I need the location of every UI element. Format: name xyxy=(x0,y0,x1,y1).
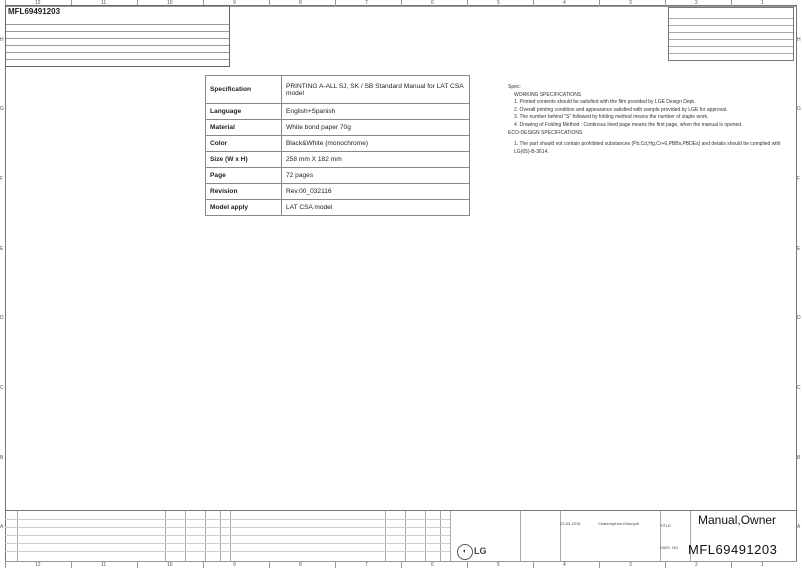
ruler-number: 11 xyxy=(101,0,107,6)
spec-row xyxy=(206,152,470,168)
eco-spec-list xyxy=(508,141,790,156)
notes-header: Spec: xyxy=(508,84,521,90)
dwg-no-label: DWG. NO xyxy=(660,545,678,550)
drawing-title: Manual,Owner xyxy=(698,513,777,527)
ruler-number: 1 xyxy=(761,0,764,6)
designer-name: Chalermphon Khamyai xyxy=(598,521,639,526)
ruler-number: 7 xyxy=(365,562,368,568)
spec-notes xyxy=(508,84,790,156)
spec-key: Specification xyxy=(206,76,282,104)
ruler-number: 10 xyxy=(167,562,173,568)
ruler-tick xyxy=(335,0,336,6)
spec-value: PRINTING A-ALL SJ, SK / SB Standard Manual for LAT CSA model xyxy=(282,76,470,104)
lg-logo-icon: ◐ xyxy=(457,544,473,560)
title-label: TITLE xyxy=(660,523,671,528)
ruler-number: 6 xyxy=(431,562,434,568)
spec-value: 258 mm X 182 mm xyxy=(282,152,470,168)
ruler-tick xyxy=(599,562,600,568)
ruler-tick xyxy=(731,0,732,6)
top-left-title-block xyxy=(5,5,230,67)
ruler-number: 4 xyxy=(563,0,566,6)
ruler-number: 12 xyxy=(35,0,41,6)
ruler-tick xyxy=(467,562,468,568)
spec-row xyxy=(206,104,470,120)
ruler-tick xyxy=(665,562,666,568)
ruler-tick xyxy=(533,0,534,6)
side-letter: D xyxy=(0,315,4,322)
ruler-number: 12 xyxy=(35,562,41,568)
ruler-tick xyxy=(137,562,138,568)
spec-value: Rev.00_032116 xyxy=(282,184,470,200)
drawing-code-top: MFL69491203 xyxy=(8,7,61,16)
ruler-number: 9 xyxy=(233,562,236,568)
ruler-tick xyxy=(533,562,534,568)
note-item: 2. Overall printing condition and appearance satisfied with sample provided by LGE for approval. xyxy=(514,106,728,113)
side-letter: H xyxy=(797,36,801,43)
ruler-tick xyxy=(71,562,72,568)
spec-key: Color xyxy=(206,136,282,152)
ruler-tick xyxy=(665,0,666,6)
side-letter: F xyxy=(797,176,801,183)
ruler-number: 4 xyxy=(563,562,566,568)
specification-table xyxy=(205,75,470,216)
ruler-number: 1 xyxy=(761,562,764,568)
ruler-number: 8 xyxy=(299,562,302,568)
spec-row xyxy=(206,184,470,200)
side-letter: C xyxy=(0,384,4,391)
ruler-number: 10 xyxy=(167,0,173,6)
side-letter: D xyxy=(797,315,801,322)
spec-value: White bond paper 70g xyxy=(282,120,470,136)
note-item: 1. The part should not contain prohibited substances (Pb,Cd,Hg,Cr+6,PBBs,PBDEs) and details should be complied with LG(65)-B-3614. xyxy=(514,141,781,155)
ruler-tick xyxy=(203,562,204,568)
note-item: 4. Drawing of Folding Method : Continous lined page means the first page, when the manual is opened. xyxy=(514,121,743,128)
side-letter: B xyxy=(0,454,4,461)
bottom-title-block xyxy=(5,510,797,561)
date-value: 22-03-2016 xyxy=(560,521,581,526)
note-item: 3. The number behind "S" followed by folding method means the number of staple work. xyxy=(514,114,709,121)
ruler-number: 2 xyxy=(695,562,698,568)
revision-grid xyxy=(6,24,229,67)
ruler-tick xyxy=(269,0,270,6)
note-item: 1. Printed contents should be satisfied with the film provided by LGE Design Dept. xyxy=(514,99,696,106)
side-letter: E xyxy=(0,245,4,252)
eco-spec-title: ECO-DESIGN SPECIFICATIONS xyxy=(508,129,583,136)
spec-key: Model apply xyxy=(206,200,282,216)
spec-key: Page xyxy=(206,168,282,184)
side-letter: G xyxy=(797,106,801,113)
ruler-number: 5 xyxy=(497,562,500,568)
ruler-tick xyxy=(401,562,402,568)
ruler-tick xyxy=(467,0,468,6)
ruler-tick xyxy=(335,562,336,568)
spec-row xyxy=(206,136,470,152)
ruler-number: 3 xyxy=(629,562,632,568)
spec-key: Material xyxy=(206,120,282,136)
working-spec-list xyxy=(508,99,790,129)
spec-key: Revision xyxy=(206,184,282,200)
ruler-number: 9 xyxy=(233,0,236,6)
ruler-tick xyxy=(269,562,270,568)
ruler-number: 6 xyxy=(431,0,434,6)
side-letter: E xyxy=(797,245,801,252)
spec-value: 72 pages xyxy=(282,168,470,184)
working-spec-title: WORKING SPECIFICATIONS xyxy=(514,91,582,98)
spec-value: English+Spanish xyxy=(282,104,470,120)
spec-value: LAT CSA model xyxy=(282,200,470,216)
side-letter: A xyxy=(0,524,4,531)
spec-key: Size (W x H) xyxy=(206,152,282,168)
side-letter: H xyxy=(0,36,4,43)
ruler-number: 11 xyxy=(101,562,107,568)
spec-value: Black&White (monochrome) xyxy=(282,136,470,152)
spec-row xyxy=(206,120,470,136)
ruler-number: 3 xyxy=(629,0,632,6)
ruler-tick xyxy=(401,0,402,6)
side-letter: G xyxy=(0,106,4,113)
spec-row xyxy=(206,200,470,216)
lg-logo-text: LG xyxy=(474,546,487,556)
ruler-number: 8 xyxy=(299,0,302,6)
ruler-number: 2 xyxy=(695,0,698,6)
side-letter: C xyxy=(797,384,801,391)
ruler-number: 5 xyxy=(497,0,500,6)
model-number: MFL69491203 xyxy=(688,542,778,557)
ruler-tick xyxy=(599,0,600,6)
side-letter: A xyxy=(797,524,801,531)
ruler-tick xyxy=(5,562,6,568)
spec-row xyxy=(206,168,470,184)
spec-row xyxy=(206,76,470,104)
top-right-classification-table xyxy=(668,7,794,61)
side-letter: B xyxy=(797,454,801,461)
side-letter: F xyxy=(0,176,4,183)
ruler-number: 7 xyxy=(365,0,368,6)
ruler-tick xyxy=(731,562,732,568)
spec-key: Language xyxy=(206,104,282,120)
